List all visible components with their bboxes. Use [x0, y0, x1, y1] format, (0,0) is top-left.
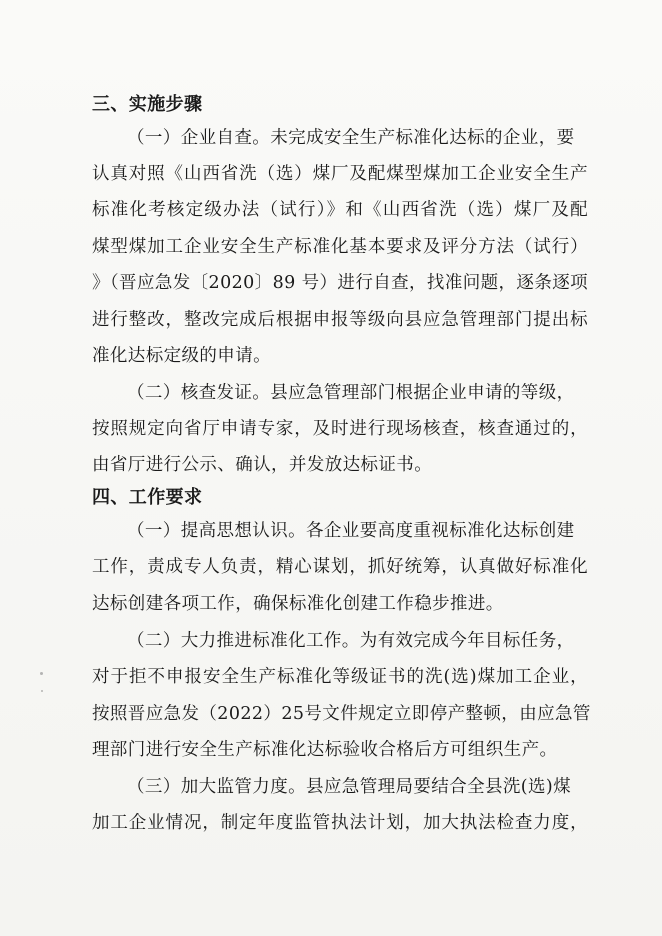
paragraph-line: 进行整改，整改完成后根据申报等级向县应急管理部门提出标	[92, 310, 588, 330]
scan-speck	[41, 690, 43, 692]
section-heading-work-requirements: 四、工作要求	[92, 487, 203, 508]
paragraph-line: （一）提高思想认识。各企业要高度重视标准化达标创建	[127, 521, 575, 541]
paragraph-line: 按照规定向省厅申请专家，及时进行现场核查，核查通过的，	[92, 419, 588, 439]
paragraph-line: （三）加大监管力度。县应急管理局要结合全县洗(选)煤	[127, 777, 572, 797]
paragraph-line: 工作，责成专人负责，精心谋划，抓好统筹，认真做好标准化	[92, 557, 588, 577]
paragraph-line: 按照晋应急发（2022）25号文件规定立即停产整顿，由应急管	[92, 704, 591, 724]
paragraph-line: 理部门进行安全生产标准化达标验收合格后方可组织生产。	[92, 740, 558, 760]
paragraph-line: （二）核查发证。县应急管理部门根据企业申请的等级，	[127, 383, 575, 403]
paragraph-line: 标准化考核定级办法（试行）》和《山西省洗（选）煤厂及配	[92, 200, 588, 220]
paragraph-line: 达标创建各项工作，确保标准化创建工作稳步推进。	[92, 594, 504, 614]
paragraph-line: 准化达标定级的申请。	[92, 346, 271, 366]
paragraph-line: （一）企业自查。未完成安全生产标准化达标的企业，要	[127, 128, 575, 148]
paragraph-line: 对于拒不申报安全生产标准化等级证书的洗(选)煤加工企业，	[92, 667, 588, 687]
paragraph-line: 认真对照《山西省洗（选）煤厂及配煤型煤加工企业安全生产	[92, 164, 588, 184]
paragraph-line: 加工企业情况，制定年度监管执法计划，加大执法检查力度，	[92, 813, 588, 833]
paragraph-line: （二）大力推进标准化工作。为有效完成今年目标任务，	[127, 631, 575, 651]
paragraph-line: 煤型煤加工企业安全生产标准化基本要求及评分方法（试行）	[92, 237, 588, 257]
section-heading-implementation-steps: 三、实施步骤	[92, 94, 203, 115]
scan-speck	[40, 672, 43, 675]
paragraph-line: 由省厅进行公示、确认，并发放达标证书。	[92, 455, 433, 475]
paragraph-line: 》（晋应急发〔2020〕89 号）进行自查，找准问题，逐条逐项	[92, 273, 589, 293]
